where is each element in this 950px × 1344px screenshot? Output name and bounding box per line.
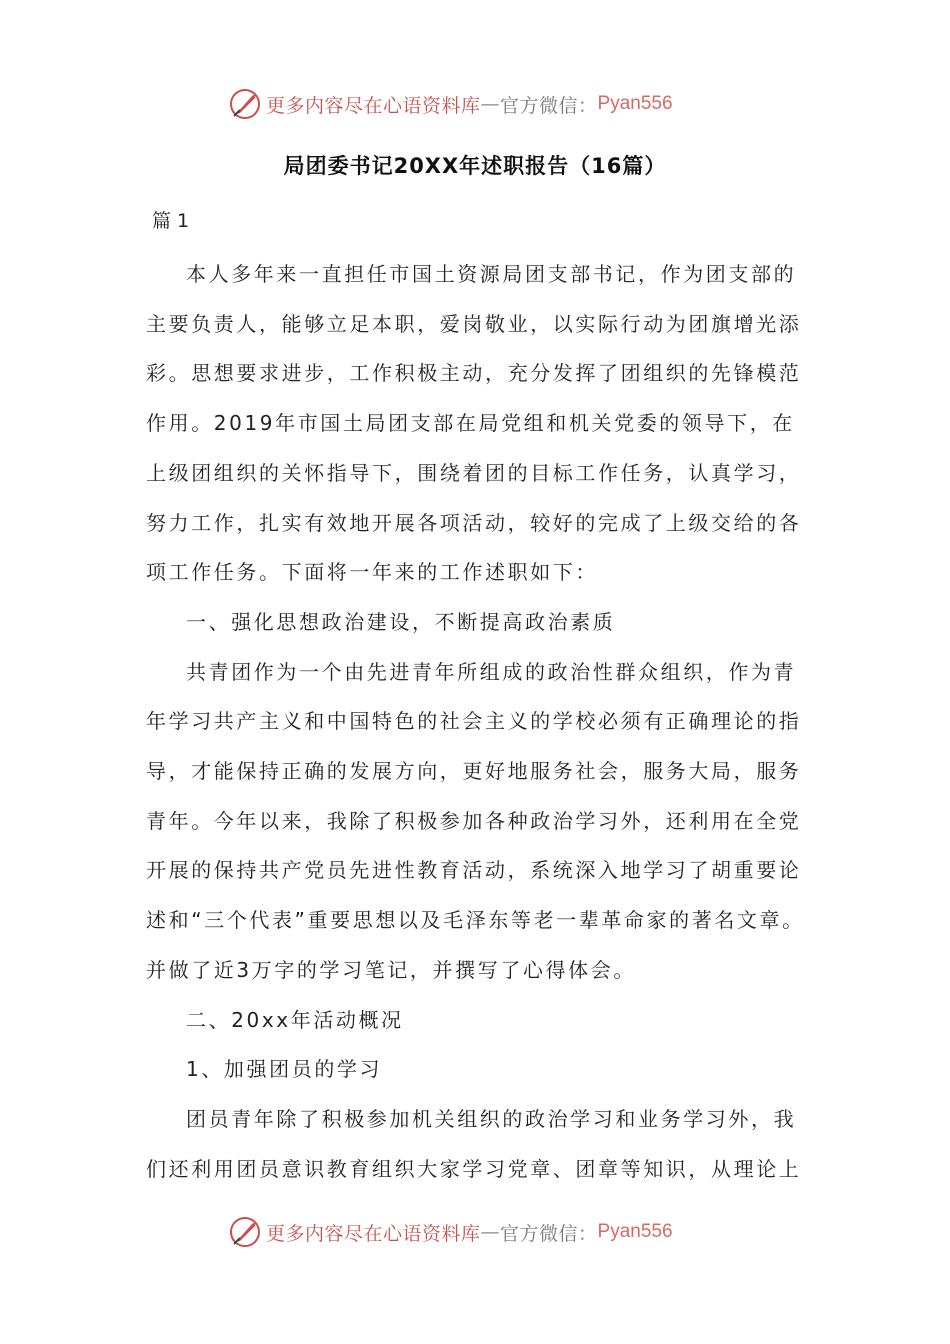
watermark-dash: — xyxy=(480,93,501,115)
watermark-sub-text: 官方微信： xyxy=(500,1222,598,1245)
watermark-footer xyxy=(228,1212,748,1252)
watermark-sub-text: 官方微信： xyxy=(500,94,598,117)
section-label: 篇 1 xyxy=(152,210,190,232)
section-heading: 一、强化思想政治建设，不断提高政治素质 xyxy=(186,609,616,634)
watermark-header xyxy=(228,84,748,124)
paragraph: 团员青年除了积极参加机关组织的政治学习和业务学习外，我们还利用团员意识教育组织大家学习党章、团章等知识，从理论上 xyxy=(146,1106,802,1181)
paragraph: 本人多年来一直担任市国土资源局团支部书记，作为团支部的主要负责人，能够立足本职，爱岗敬业，以实际行动为团旗增光添彩。思想要求进步，工作积极主动，充分发挥了团组织的先锋模范作用。2019年市国土局团支部在局党组和机关党委的领导下，在上级团组织的关怀指导下，围绕着团的目标工作任务，认真学习，努力工作，扎实有效地开展各项活动，较好的完成了上级交给的各项工作任务。下面将一年来的工作述职如下： xyxy=(146,262,802,585)
paragraph: 共青团作为一个由先进青年所组成的政治性群众组织，作为青年学习共产主义和中国特色的社会主义的学校必须有正确理论的指导，才能保持正确的发展方向，更好地服务社会，服务大局，服务青年。今年以来，我除了积极参加各种政治学习外，还利用在全党开展的保持共产党员先进性教育活动，系统深入地学习了胡重要论述和“三个代表”重要思想以及毛泽东等老一辈革命家的著名文章。并做了近3万字的学习笔记，并撰写了心得体会。 xyxy=(146,659,805,982)
watermark-wechat-id: Pyan556 xyxy=(597,1221,673,1242)
feather-pen-icon xyxy=(228,87,262,121)
document-title: 局团委书记20XX年述职报告（16篇） xyxy=(283,154,667,178)
watermark-dash: — xyxy=(480,1221,501,1243)
feather-pen-icon xyxy=(228,1215,262,1249)
document-body xyxy=(146,250,806,1194)
subsection-heading: 1、加强团员的学习 xyxy=(186,1057,383,1082)
watermark-wechat-id: Pyan556 xyxy=(597,93,673,114)
section-heading: 二、20xx年活动概况 xyxy=(186,1007,404,1032)
watermark-main-text: 更多内容尽在心语资料库 xyxy=(266,1222,481,1245)
watermark-main-text: 更多内容尽在心语资料库 xyxy=(266,94,481,117)
